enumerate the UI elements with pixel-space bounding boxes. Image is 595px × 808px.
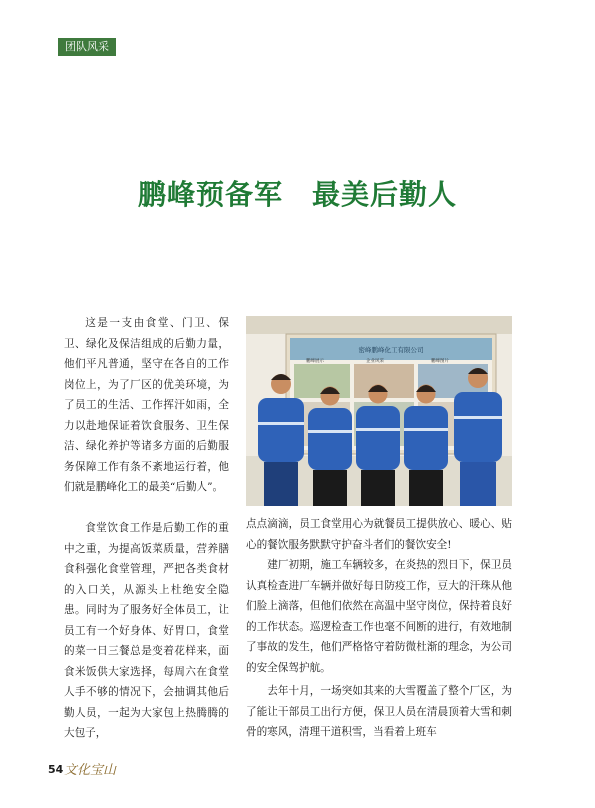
team-photo — [246, 316, 512, 506]
paragraph-canteen: 食堂饮食工作是后勤工作的重中之重，为提高饭菜质量，营养膳食科强化食堂管理，严把各类食材的入口关，从源头上杜绝安全隐患。同时为了服务好全体员工，让员工有一个好身体、好胃口，食堂的菜一日三餐总是变着花样来，面食米饭供大家选择，每周六在食堂人手不够的情况下，会抽调其他后勤人员，一起为大家包上热腾腾的大包子， — [64, 522, 229, 739]
panel-label-2: 企业风采 — [366, 359, 384, 364]
page-number: 54 — [48, 763, 64, 776]
magazine-logo: 文化宝山 — [64, 763, 117, 778]
board-title: 密峰鹏峰化工有限公司 — [358, 346, 424, 354]
paragraph-snow: 去年十月，一场突如其来的大雪覆盖了整个厂区，为了能让干部员工出行方便，保卫人员在清晨顶着大雪和刺骨的寒风，清理干道积雪，当看着上班车 — [246, 685, 512, 738]
paragraph-intro: 这是一支由食堂、门卫、保卫、绿化及保洁组成的后勤力量，他们平凡普通，坚守在各自的工作岗位上，为了厂区的优美环境，为了员工的生活、工作挥汗如雨，全力以赴地保证着饮食服务、卫生保洁、绿化养护等诸多方面的后勤服务保障工作有条不紊地运行着，他们就是鹏峰化工的最美“后勤人”。 — [64, 317, 229, 493]
panel-label-1: 鹏峰展示 — [306, 359, 324, 364]
panel-label-3: 鹏峰图片 — [431, 359, 449, 364]
paragraph-security: 建厂初期，施工车辆较多，在炎热的烈日下，保卫员认真检查进厂车辆并做好每日防疫工作，豆大的汗珠从他们脸上滴落，但他们依然在高温中坚守岗位，保持着良好的工作状态。巡逻检查工作也毫不间断的进行，有效地制了事故的发生，他们严格恪守着防微杜渐的理念，为公司的安全保驾护航。 — [246, 559, 512, 674]
paragraph-canteen-cont: 点点滴滴，员工食堂用心为就餐员工提供放心、暖心、贴心的餐饮服务默默守护奋斗者们的餐饮安全! — [246, 518, 512, 551]
article-title: 鹏峰预备军 最美后勤人 — [137, 178, 457, 211]
section-tag: 团队风采 — [58, 38, 116, 56]
